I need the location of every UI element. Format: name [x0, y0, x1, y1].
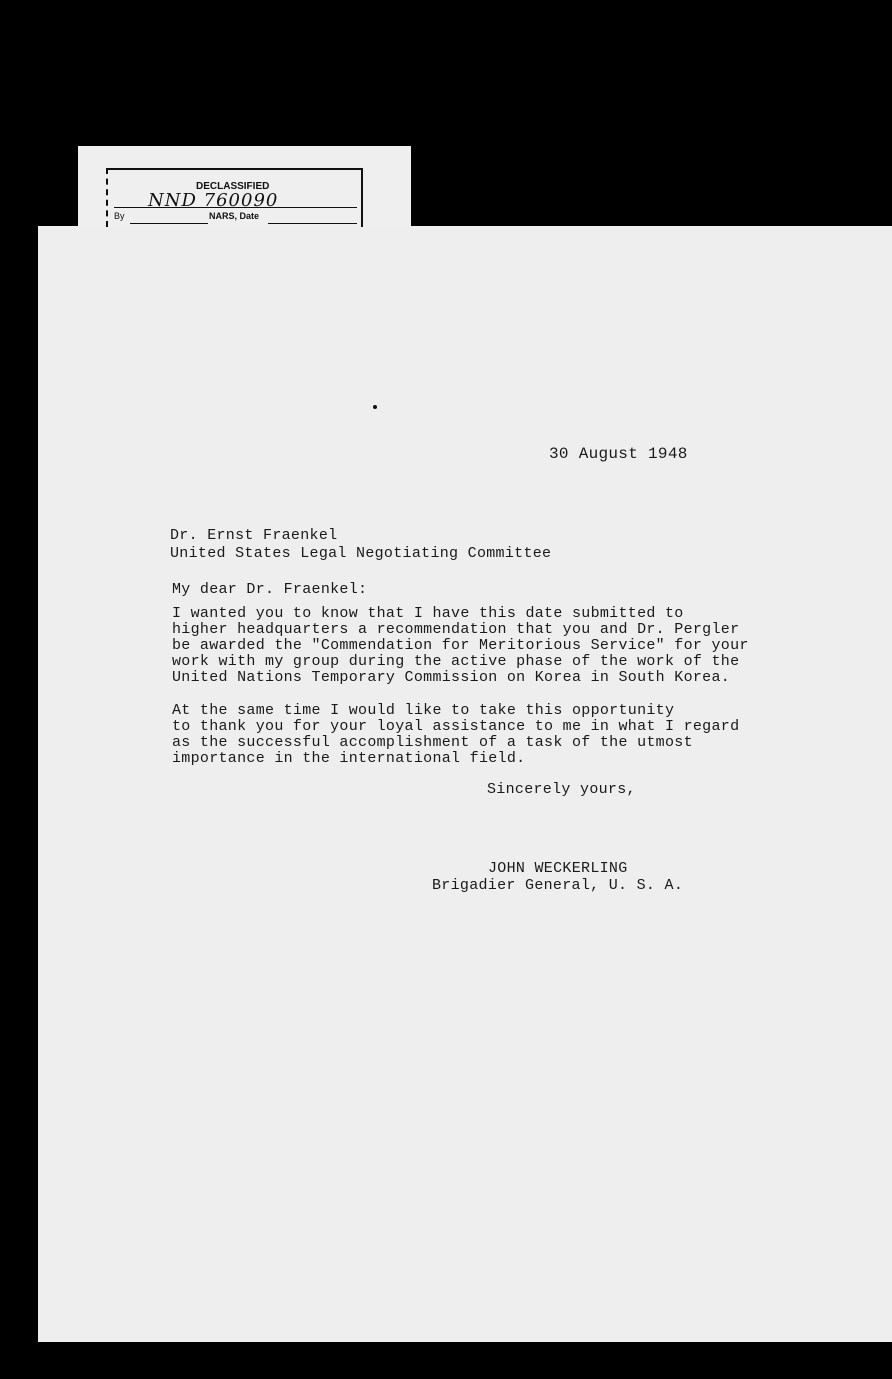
paragraph-1 — [172, 605, 749, 685]
paragraph-2 — [172, 702, 739, 766]
stamp-title: DECLASSIFIED — [196, 181, 270, 192]
closing: Sincerely yours, — [487, 781, 636, 798]
recipient-organization: United States Legal Negotiating Committee — [170, 545, 552, 562]
stamp-nars-date-label: NARS, Date — [209, 211, 260, 221]
paragraph-line: importance in the international field. — [172, 750, 526, 767]
stamp-rule — [114, 207, 357, 208]
paragraph-line: I wanted you to know that I have this date submitted to — [172, 605, 684, 622]
stamp-authority-number: NND 760090 — [148, 190, 279, 211]
paragraph-line: higher headquarters a recommendation that you and Dr. Pergler — [172, 621, 740, 638]
stamp-by-line — [130, 223, 208, 224]
recipient-name: Dr. Ernst Fraenkel — [170, 527, 338, 544]
stamp-date-line — [268, 223, 357, 224]
paragraph-line: as the successful accomplishment of a task of the utmost — [172, 734, 693, 751]
letter-date: 30 August 1948 — [549, 445, 688, 463]
paper-speck — [373, 405, 377, 409]
letter-page — [38, 226, 892, 1342]
declassified-stamp — [106, 168, 363, 227]
signature-name: JOHN WECKERLING — [488, 860, 628, 877]
paragraph-line: work with my group during the active phase of the work of the — [172, 653, 740, 670]
stamp-by-label: By — [114, 211, 125, 221]
paragraph-line: to thank you for your loyal assistance to me in what I regard — [172, 718, 740, 735]
paragraph-line: At the same time I would like to take this opportunity — [172, 702, 675, 719]
signature-title: Brigadier General, U. S. A. — [432, 877, 684, 894]
paragraph-line: be awarded the "Commendation for Meritorious Service" for your — [172, 637, 749, 654]
salutation: My dear Dr. Fraenkel: — [172, 581, 368, 598]
paragraph-line: United Nations Temporary Commission on Korea in South Korea. — [172, 669, 731, 686]
